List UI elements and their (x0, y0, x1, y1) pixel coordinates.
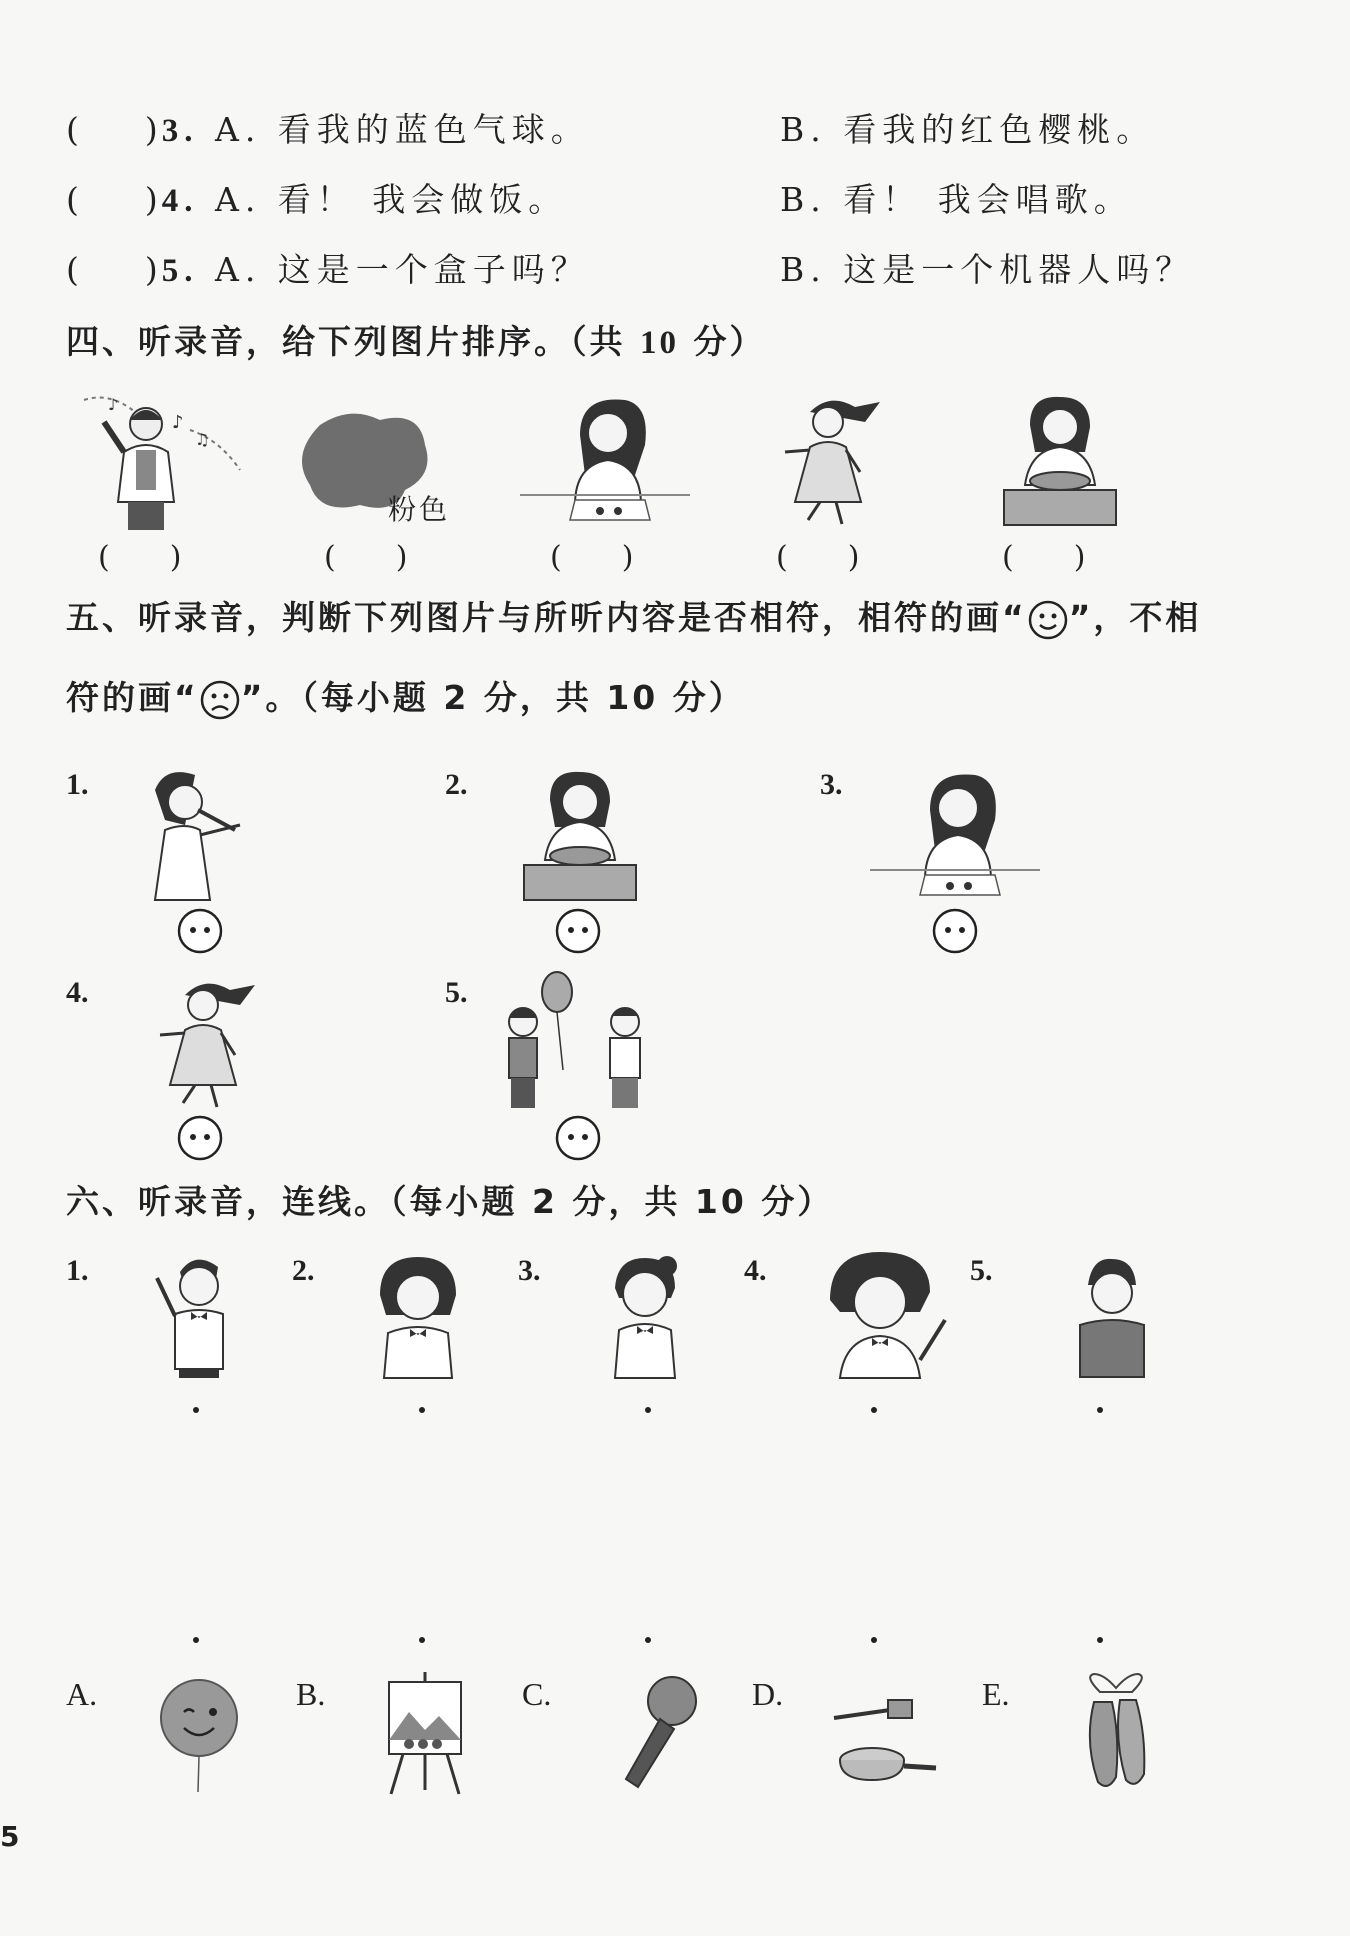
option-letter: B. (296, 1676, 326, 1712)
boy-standing-picture (1070, 1255, 1150, 1380)
item-label: 4. (744, 1254, 767, 1287)
smiley-face-icon[interactable] (555, 1115, 601, 1161)
dancing-girl-picture (155, 975, 260, 1110)
drawing-girl-picture (520, 395, 690, 525)
pan-and-spatula-icon (830, 1690, 940, 1795)
girl-ponytail-picture (595, 1252, 695, 1380)
cooking-girl-picture (520, 770, 640, 900)
option-b: B. 看！ 我会唱歌。 (780, 180, 1133, 219)
item-label: 1. (66, 1254, 89, 1287)
question-number: 4. (161, 183, 199, 219)
smiley-face-icon[interactable] (177, 908, 223, 954)
section-5-title-line1: 五、听录音，判断下列图片与所听内容是否相符，相符的画“ ”，不相 (66, 592, 1201, 641)
item-label: 5. (445, 976, 468, 1009)
connect-dot[interactable] (1097, 1637, 1103, 1643)
balloon-icon (158, 1678, 240, 1793)
section-6-title: 六、听录音，连线。（每小题 2 分，共 10 分） (66, 1182, 834, 1221)
answer-blank[interactable]: ( ) (324, 540, 408, 575)
option-a: A. 这是一个盒子吗？ (215, 250, 590, 289)
question-number: 5. (161, 253, 199, 289)
svg-text:♫: ♫ (195, 430, 210, 449)
item-label: 1. (66, 768, 89, 801)
option-letter: C. (522, 1676, 552, 1712)
section-5-title-line2: 符的画“ ”。（每小题 2 分，共 10 分） (66, 672, 745, 721)
connect-dot[interactable] (419, 1637, 425, 1643)
smiley-face-icon[interactable] (932, 908, 978, 954)
smiley-face-icon (1027, 599, 1069, 641)
ballet-shoes-icon (1080, 1672, 1150, 1797)
girl-waving-picture (820, 1250, 960, 1380)
singing-boy-picture (80, 390, 245, 530)
connect-dot[interactable] (645, 1637, 651, 1643)
balloon-kids-picture (495, 970, 665, 1110)
sad-face-icon (199, 679, 241, 721)
page-number: 5 (0, 1820, 20, 1853)
svg-text:♪: ♪ (108, 395, 119, 414)
question-5 (66, 244, 590, 291)
easel-painting-icon (375, 1670, 475, 1795)
option-a: A. 看！ 我会做饭。 (215, 180, 568, 219)
option-b: B. 这是一个机器人吗？ (780, 250, 1195, 289)
connect-dot[interactable] (871, 1637, 877, 1643)
answer-blank[interactable]: ( ) (66, 180, 158, 219)
drawing-girl-picture (870, 770, 1040, 900)
pink-label: 粉色 (388, 493, 451, 526)
answer-blank[interactable]: ( ) (66, 110, 158, 149)
answer-blank[interactable]: ( ) (776, 540, 860, 575)
item-label: 3. (820, 768, 843, 801)
answer-blank[interactable]: ( ) (66, 250, 158, 289)
connect-dot[interactable] (645, 1407, 651, 1413)
smiley-face-icon[interactable] (177, 1115, 223, 1161)
answer-blank[interactable]: ( ) (98, 540, 182, 575)
answer-blank[interactable]: ( ) (1002, 540, 1086, 575)
option-a: A. 看我的蓝色气球。 (215, 110, 590, 149)
question-4 (66, 174, 567, 221)
item-label: 2. (292, 1254, 315, 1287)
connect-dot[interactable] (1097, 1407, 1103, 1413)
option-letter: D. (752, 1676, 784, 1712)
girl-short-hair-picture (368, 1255, 468, 1380)
item-label: 2. (445, 768, 468, 801)
question-3 (66, 104, 590, 151)
question-number: 3. (161, 113, 199, 149)
option-letter: E. (982, 1676, 1010, 1712)
connect-dot[interactable] (193, 1637, 199, 1643)
answer-blank[interactable]: ( ) (550, 540, 634, 575)
connect-dot[interactable] (419, 1407, 425, 1413)
connect-dot[interactable] (871, 1407, 877, 1413)
option-b: B. 看我的红色樱桃。 (780, 110, 1156, 149)
option-letter: A. (66, 1676, 98, 1712)
singing-girl-picture (140, 770, 260, 900)
connect-dot[interactable] (193, 1407, 199, 1413)
cooking-girl-picture (1000, 395, 1120, 525)
item-label: 3. (518, 1254, 541, 1287)
smiley-face-icon[interactable] (555, 908, 601, 954)
section-4-title: 四、听录音，给下列图片排序。（共 10 分） (66, 322, 766, 361)
item-label: 5. (970, 1254, 993, 1287)
dancing-girl-picture (780, 392, 885, 527)
item-label: 4. (66, 976, 89, 1009)
svg-text:♪: ♪ (172, 412, 184, 433)
boy-waving-picture (145, 1250, 245, 1380)
microphone-icon (620, 1675, 700, 1790)
